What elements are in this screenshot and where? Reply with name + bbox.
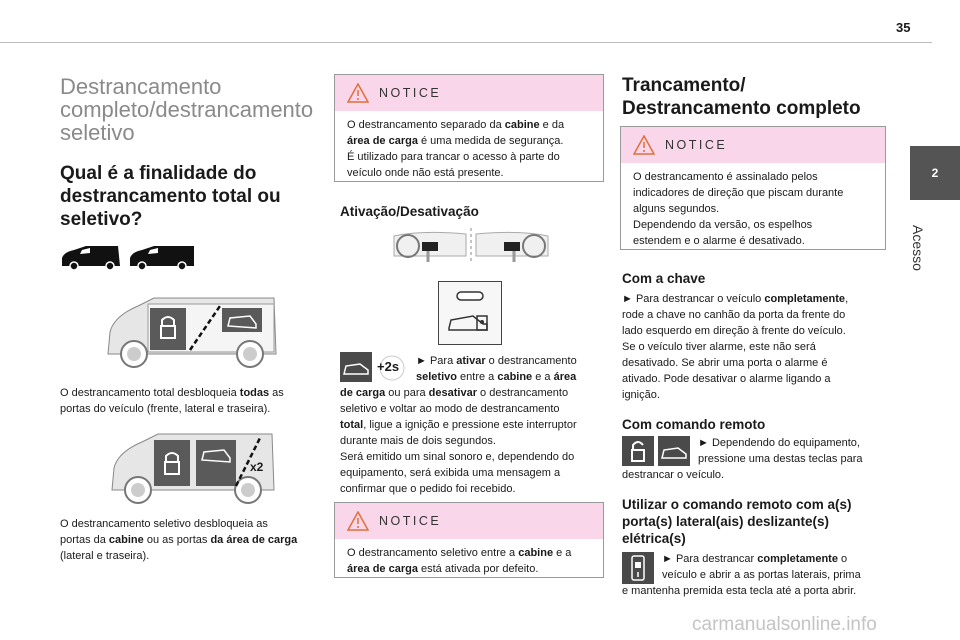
header-rule: [0, 42, 932, 43]
subheading-line: destrancamento total ou: [60, 186, 281, 207]
heading-line: Destrancamento: [60, 74, 222, 99]
switch-closeup-panel: [438, 281, 502, 345]
chapter-label: Acesso: [910, 225, 926, 271]
warning-triangle-icon: [347, 83, 369, 103]
remote-heading: Com comando remoto: [622, 417, 766, 432]
notice-box-unlock-signal: [620, 126, 886, 250]
total-unlock-text: O destrancamento total desbloqueia todas as portas do veículo (frente, lateral e traseira).: [60, 387, 284, 415]
warning-triangle-icon: [633, 135, 655, 155]
selective-unlock-text: O destrancamento seletivo desbloqueia as portas da cabine ou as portas da área de carga (lateral e traseira).: [60, 518, 298, 562]
subheading-line: Qual é a finalidade do: [60, 163, 257, 184]
key-text: ► Para destrancar o veículo completamente, rode a chave no canhão da porta da frente do lado esquerdo em direção à frente do veículo. Se o veículo tiver alarme, este não será desativado. Se abrir uma porta o alarme é ativado. Pode desativar o alarme ligando a ignição.: [622, 293, 849, 401]
activation-heading: Ativação/Desativação: [340, 204, 479, 219]
notice-box-separate-unlock: [334, 74, 604, 182]
warning-triangle-icon: [347, 511, 369, 531]
notice-title: NOTICE: [379, 86, 442, 100]
sliding-text: ► Para destrancar completamente o veículo e abrir a as portas laterais, prima e mantenha premida esta tecla até a porta abrir.: [622, 553, 861, 597]
notice-box-default: [334, 502, 604, 578]
heading-line: seletivo: [60, 120, 135, 145]
notice-header: [335, 503, 603, 539]
sliding-heading-line: porta(s) lateral(ais) deslizante(s): [622, 514, 830, 529]
sliding-heading-line: elétrica(s): [622, 531, 686, 546]
double-press-label: x2: [250, 460, 264, 474]
chapter-tab[interactable]: 2: [910, 146, 960, 200]
van-models-illustration: [60, 244, 196, 270]
notice-header: [335, 75, 603, 111]
remote-text: ► Dependendo do equipamento, pressione uma destas teclas para destrancar o veículo.: [622, 437, 863, 481]
right-title-line: Trancamento/: [622, 75, 746, 96]
notice-body: O destrancamento seletivo entre a cabine e a área de carga está ativada por defeito.: [347, 547, 572, 575]
sliding-heading-line: Utilizar o comando remoto com a(s): [622, 497, 852, 512]
van-unlock-total-illustration: [104, 292, 280, 372]
right-title-line: Destrancamento completo: [622, 98, 861, 119]
activation-text: ► Para ativar o destrancamento seletivo entre a cabine e a área de carga ou para desativar o destrancamento seletivo e voltar ao modo de destrancamento total, ligue a ignição e pressione este interruptor durante mais de dois segundos. Será emitido um sinal sonoro e, dependendo do equipamento, será exibida uma mensagem a confirmar que o pedido foi recebido.: [340, 355, 577, 495]
notice-body: O destrancamento separado da cabine e da área de carga é uma medida de segurança. É utilizado para trancar o acesso à parte do veículo onde não está presente.: [347, 119, 565, 179]
dashboard-switch-location-illustration: [392, 226, 550, 266]
heading-line: completo/destrancamento: [60, 97, 314, 122]
notice-body: O destrancamento é assinalado pelos indicadores de direção que piscam durante alguns segundos. Dependendo da versão, os espelhos estendem e o alarme é desativado.: [633, 171, 844, 247]
page-number: 35: [896, 20, 911, 35]
subheading-line: seletivo?: [60, 209, 143, 230]
notice-title: NOTICE: [379, 514, 442, 528]
key-heading: Com a chave: [622, 271, 706, 286]
plus-2s-label: +2s: [377, 359, 400, 374]
watermark: carmanualsonline.info: [692, 614, 877, 635]
notice-title: NOTICE: [665, 138, 728, 152]
notice-header: [621, 127, 885, 163]
cab-cargo-switch-icon: [439, 282, 501, 344]
